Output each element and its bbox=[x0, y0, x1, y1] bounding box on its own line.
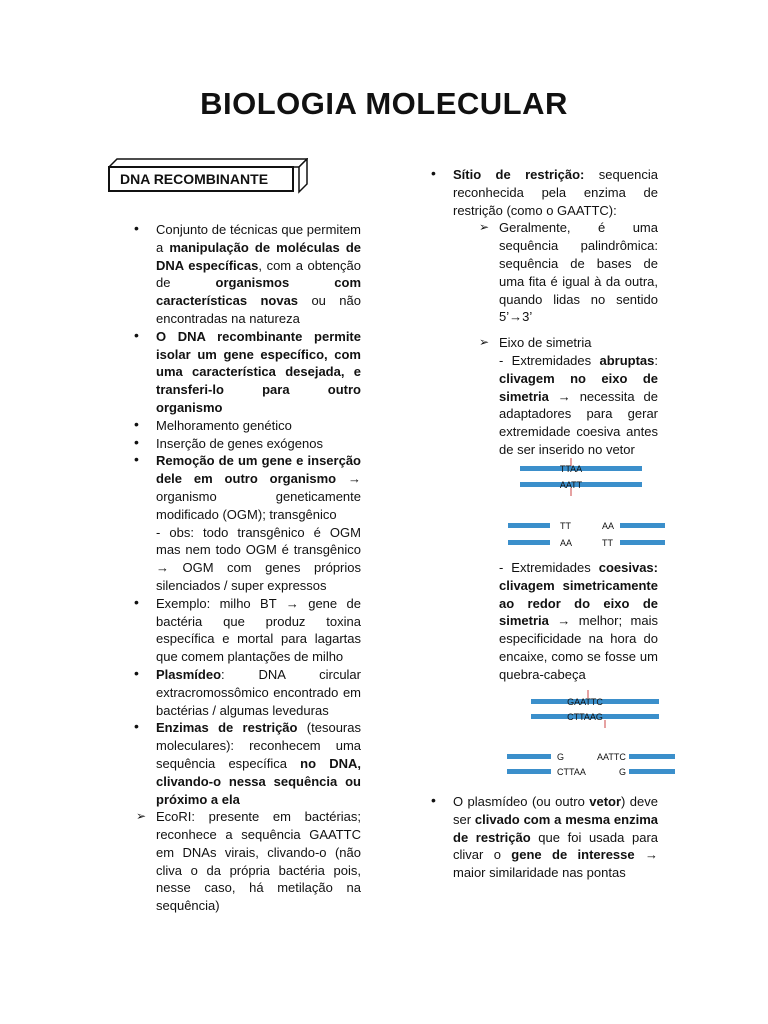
seq-label: AATT bbox=[559, 480, 583, 490]
seq-label: TTAA bbox=[559, 464, 583, 474]
strand bbox=[620, 523, 665, 528]
seq-label: GAATTC bbox=[567, 697, 603, 707]
sub-list-item: ➢ Geralmente, é uma sequência palindrômica: sequência de bases de uma fita é igual à da outra, quando lidas no sentido 5’→3’ bbox=[499, 219, 658, 326]
abrupt-text: - Extremidades abruptas: clivagem no eixo de simetria → necessita de adaptadores para gerar extremidade coesiva antes de ser inserido no vetor bbox=[499, 352, 658, 457]
list-item: • Exemplo: milho BT → gene de bactéria que produz toxina específica e mortal para lagartas que comem plantações de milho bbox=[156, 595, 361, 666]
seq-label: TT bbox=[560, 521, 571, 531]
seq-label: CTTAAG bbox=[567, 712, 603, 722]
seq-label: AA bbox=[602, 521, 615, 531]
strand bbox=[629, 754, 675, 759]
strand bbox=[620, 540, 665, 545]
list-item: • Plasmídeo: DNA circular extracromossômico encontrado em bactérias / algumas leveduras bbox=[156, 666, 361, 719]
right-column bbox=[453, 166, 658, 459]
obs-text: - obs: todo transgênico é OGM mas nem todo OGM é transgênico → OGM com genes próprios silenciados / super expressos bbox=[156, 524, 361, 593]
strand bbox=[508, 523, 550, 528]
left-column bbox=[156, 221, 361, 915]
seq-label: TT bbox=[602, 538, 613, 548]
cohesive-text-block bbox=[499, 559, 658, 684]
seq-label: CTTAA bbox=[557, 767, 586, 777]
cohesive-end-diagram bbox=[505, 690, 677, 782]
sub-list-item: ➢ Eixo de simetria bbox=[499, 334, 658, 352]
seq-label: G bbox=[557, 752, 565, 762]
strand bbox=[508, 540, 550, 545]
page-title: BIOLOGIA MOLECULAR bbox=[200, 86, 568, 121]
seq-label: AA bbox=[560, 538, 573, 548]
list-item: • O DNA recombinante permite isolar um gene específico, com uma característica desejada, e transferi-lo para outro organismo bbox=[156, 328, 361, 417]
list-item: • O plasmídeo (ou outro vetor) deve ser clivado com a mesma enzima de restrição que foi usada para clivar o gene de interesse → maior similaridade nas pontas bbox=[453, 793, 658, 882]
strand bbox=[507, 754, 551, 759]
strand bbox=[629, 769, 675, 774]
seq-label: AATTC bbox=[597, 752, 626, 762]
list-item: • Remoção de um gene e inserção dele em outro organismo → organismo geneticamente modificado (OGM); transgênico - obs: todo transgênico é OGM mas nem todo OGM é transgênico → OGM com genes próprios silenciados / super expressos bbox=[156, 452, 361, 594]
strand bbox=[507, 769, 551, 774]
section-box bbox=[108, 158, 308, 194]
list-item: • Enzimas de restrição (tesouras moleculares): reconhecem uma sequência específica no DNA, clivando-o nessa sequência ou próximo a ela bbox=[156, 719, 361, 808]
section-box-label: DNA RECOMBINANTE bbox=[108, 166, 294, 192]
cohesive-text: - Extremidades coesivas: clivagem simetricamente ao redor do eixo de simetria → melhor; mais especificidade na hora do encaixe, como se fosse um quebra-cabeça bbox=[499, 560, 658, 682]
list-item: • Sítio de restrição: sequencia reconhecida pela enzima de restrição (como o GAATTC): bbox=[453, 166, 658, 219]
final-bullet-block bbox=[453, 793, 658, 882]
sub-list-item: ➢ EcoRI: presente em bactérias; reconhece a sequência GAATTC em DNAs virais, clivando-o (não cliva o da própria bactéria pois, nesse caso, há metilação na sequência) bbox=[156, 808, 361, 915]
list-item: • Melhoramento genético bbox=[156, 417, 361, 435]
seq-label: G bbox=[619, 767, 627, 777]
blunt-end-diagram bbox=[508, 458, 668, 553]
list-item: • Inserção de genes exógenos bbox=[156, 435, 361, 453]
list-item: • Conjunto de técnicas que permitem a manipulação de moléculas de DNA específicas, com a obtenção de organismos com características novas ou não encontradas na natureza bbox=[156, 221, 361, 328]
